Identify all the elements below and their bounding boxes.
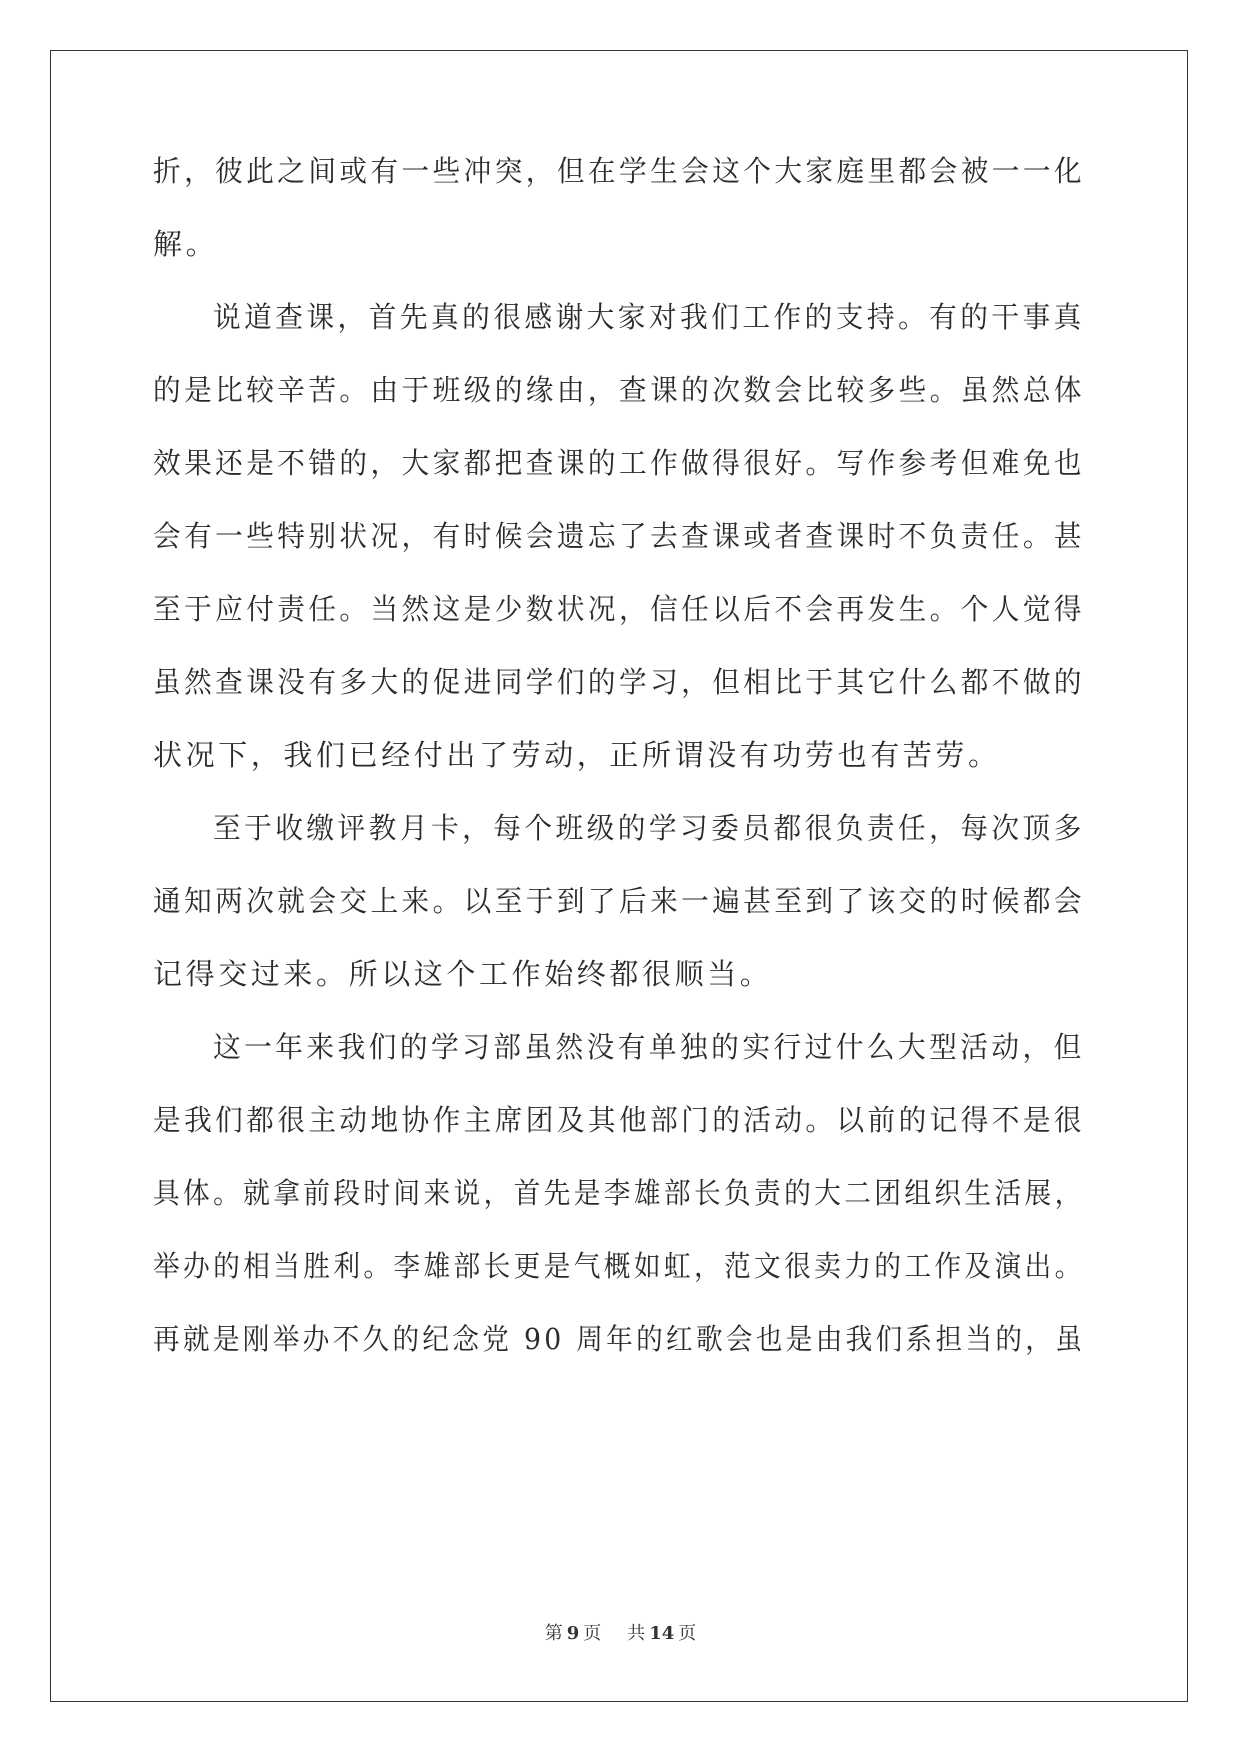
- page-footer: [0, 1622, 1241, 1646]
- text-line: 具体。就拿前段时间来说，首先是李雄部长负责的大二团组织生活展，: [153, 1176, 1085, 1210]
- footer-total-suffix: 页: [678, 1623, 697, 1644]
- text-line: 的是比较辛苦。由于班级的缘由，查课的次数会比较多些。虽然总体: [153, 373, 1086, 407]
- text-line: 是我们都很主动地协作主席团及其他部门的活动。以前的记得不是很: [153, 1103, 1086, 1137]
- paragraph-first-line: 这一年来我们的学习部虽然没有单独的实行过什么大型活动，但: [213, 1030, 1085, 1064]
- footer-total-prefix: 共: [627, 1623, 646, 1644]
- text-line: 解。: [153, 227, 219, 261]
- text-line: 会有一些特别状况，有时候会遗忘了去查课或者查课时不负责任。甚: [153, 519, 1086, 553]
- paragraph-first-line: 说道查课，首先真的很感谢大家对我们工作的支持。有的干事真: [213, 300, 1085, 334]
- paragraph-first-line: 至于收缴评教月卡，每个班级的学习委员都很负责任，每次顶多: [213, 811, 1085, 845]
- footer-page-prefix: 第: [544, 1623, 563, 1644]
- text-line: 虽然查课没有多大的促进同学们的学习，但相比于其它什么都不做的: [153, 665, 1086, 699]
- text-line: 再就是刚举办不久的纪念党 90 周年的红歌会也是由我们系担当的，虽: [153, 1322, 1086, 1356]
- text-line: 折，彼此之间或有一些冲突，但在学生会这个大家庭里都会被一一化: [153, 154, 1086, 188]
- footer-page-current: 9: [566, 1623, 580, 1644]
- text-line: 状况下，我们已经付出了劳动，正所谓没有功劳也有苦劳。: [153, 738, 1001, 772]
- footer-page-suffix: 页: [583, 1623, 602, 1644]
- text-line: 举办的相当胜利。李雄部长更是气概如虹，范文很卖力的工作及演出。: [153, 1249, 1085, 1283]
- footer-page-total: 14: [649, 1623, 675, 1644]
- text-line: 效果还是不错的，大家都把查课的工作做得很好。写作参考但难免也: [153, 446, 1086, 480]
- text-line: 至于应付责任。当然这是少数状况，信任以后不会再发生。个人觉得: [153, 592, 1086, 626]
- text-line: 通知两次就会交上来。以至于到了后来一遍甚至到了该交的时候都会: [153, 884, 1086, 918]
- text-line: 记得交过来。所以这个工作始终都很顺当。: [153, 957, 773, 991]
